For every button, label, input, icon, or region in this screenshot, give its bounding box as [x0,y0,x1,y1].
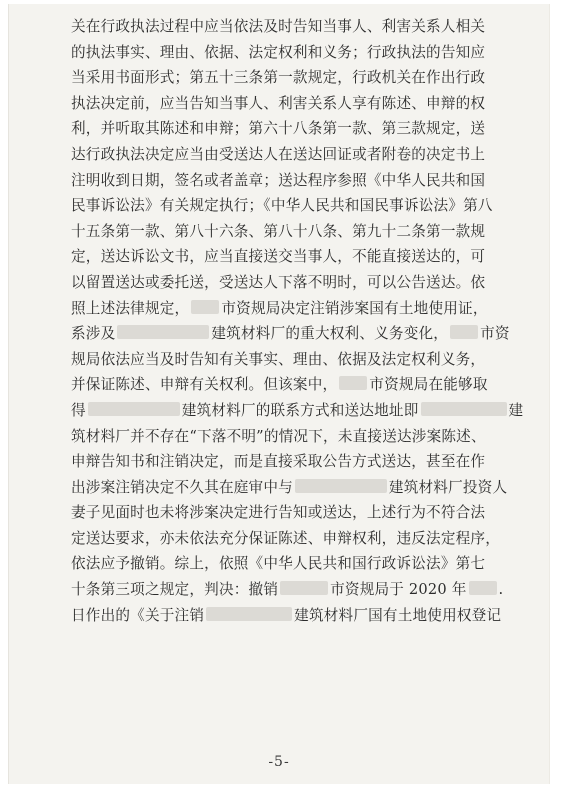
text-line [71,603,533,629]
text-segment: 市资规局决定注销涉案国有土地使用证， [221,299,488,317]
judgment-text [71,14,533,628]
text-line: 利，并听取其陈述和申辩；第六十八条第一款、第三款规定，送 [71,120,486,138]
redaction-block [88,402,180,416]
text-segment: 市资规局于 2020 年 [330,581,467,599]
redaction-block [339,376,367,390]
text-line: 达行政执法决定应当由受送达人在送达回证或者附卷的决定书上 [71,145,486,163]
redaction-block [191,300,219,314]
text-segment: 得 [71,401,86,419]
text-segment: 出涉案注销决定不久其在庭审中与 [71,478,293,496]
text-line: 执法决定前，应当告知当事人、利害关系人享有陈述、申辩的权 [71,94,486,112]
redaction-block [295,479,387,493]
redaction-block [117,325,209,339]
text-segment: 系涉及 [71,325,116,343]
text-line [71,372,533,398]
text-line: 以留置送达或委托送，受送达人下落不明时，可以公告送达。依 [71,273,486,291]
text-line [71,321,533,347]
text-line: 定送达要求，亦未依法充分保证陈述、申辩权利，违反法定程序， [71,529,501,547]
text-line: 注明收到日期，签名或者盖章；送达程序参照《中华人民共和国 [71,171,486,189]
text-segment: 建筑材料厂国有土地使用权登记 [294,606,502,624]
text-segment: 建筑材料厂投资人 [388,478,508,496]
text-line: 十五条第一款、第八十六条、第八十八条、第九十二条第一款规 [71,222,486,240]
redaction-block [421,402,507,416]
text-line [71,398,533,424]
text-segment: 建筑材料厂的重大权利、义务变化， [211,325,449,343]
text-line: 关在行政执法过程中应当依法及时告知当事人、利害关系人相关 [71,18,486,35]
text-line: 申辩告知书和注销决定，而是直接采取公告方式送达，甚至在作 [71,453,486,471]
document-page [8,4,550,784]
text-line [71,577,533,603]
text-line: 规局依法应当及时告知有关事实、理由、依据及法定权利义务， [71,350,486,368]
page-number: -5- [268,754,290,770]
text-line: 依法应予撤销。综上，依照《中华人民共和国行政诉讼法》第七 [71,555,486,573]
text-segment: . [498,581,504,599]
text-segment: 十条第三项之规定，判决：撤销 [71,581,279,599]
redaction-block [206,607,292,621]
text-segment: 建 [508,401,524,419]
redaction-block [469,581,497,595]
text-segment: 市资规局在能够取 [369,376,488,394]
text-line: 民事诉讼法》有关规定执行；《中华人民共和国民事诉讼法》第八 [71,197,493,215]
text-line: 当采用书面形式；第五十三条第一款规定，行政机关在作出行政 [71,69,486,87]
text-line: 筑材料厂并不存在“下落不明”的情况下，未直接送达涉案陈述、 [71,427,486,445]
text-line: 的执法事实、理由、依据、法定权利和义务；行政执法的告知应 [71,43,486,61]
text-line: 定，送达诉讼文书，应当直接送交当事人，不能直接送达的，可 [71,248,486,266]
text-line [71,296,533,322]
text-segment: 市资 [480,325,510,343]
text-segment: 日作出的《关于注销 [71,606,205,624]
text-line: 妻子见面时也未将涉案决定进行告知或送达，上述行为不符合法 [71,504,486,522]
text-segment: 并保证陈述、申辩有关权利。但该案中， [71,376,338,394]
text-segment: 建筑材料厂的联系方式和送达地址即 [181,401,419,419]
redaction-block [450,325,478,339]
text-segment: 照上述法律规定， [71,299,190,317]
text-line [71,475,533,501]
redaction-block [280,581,328,595]
